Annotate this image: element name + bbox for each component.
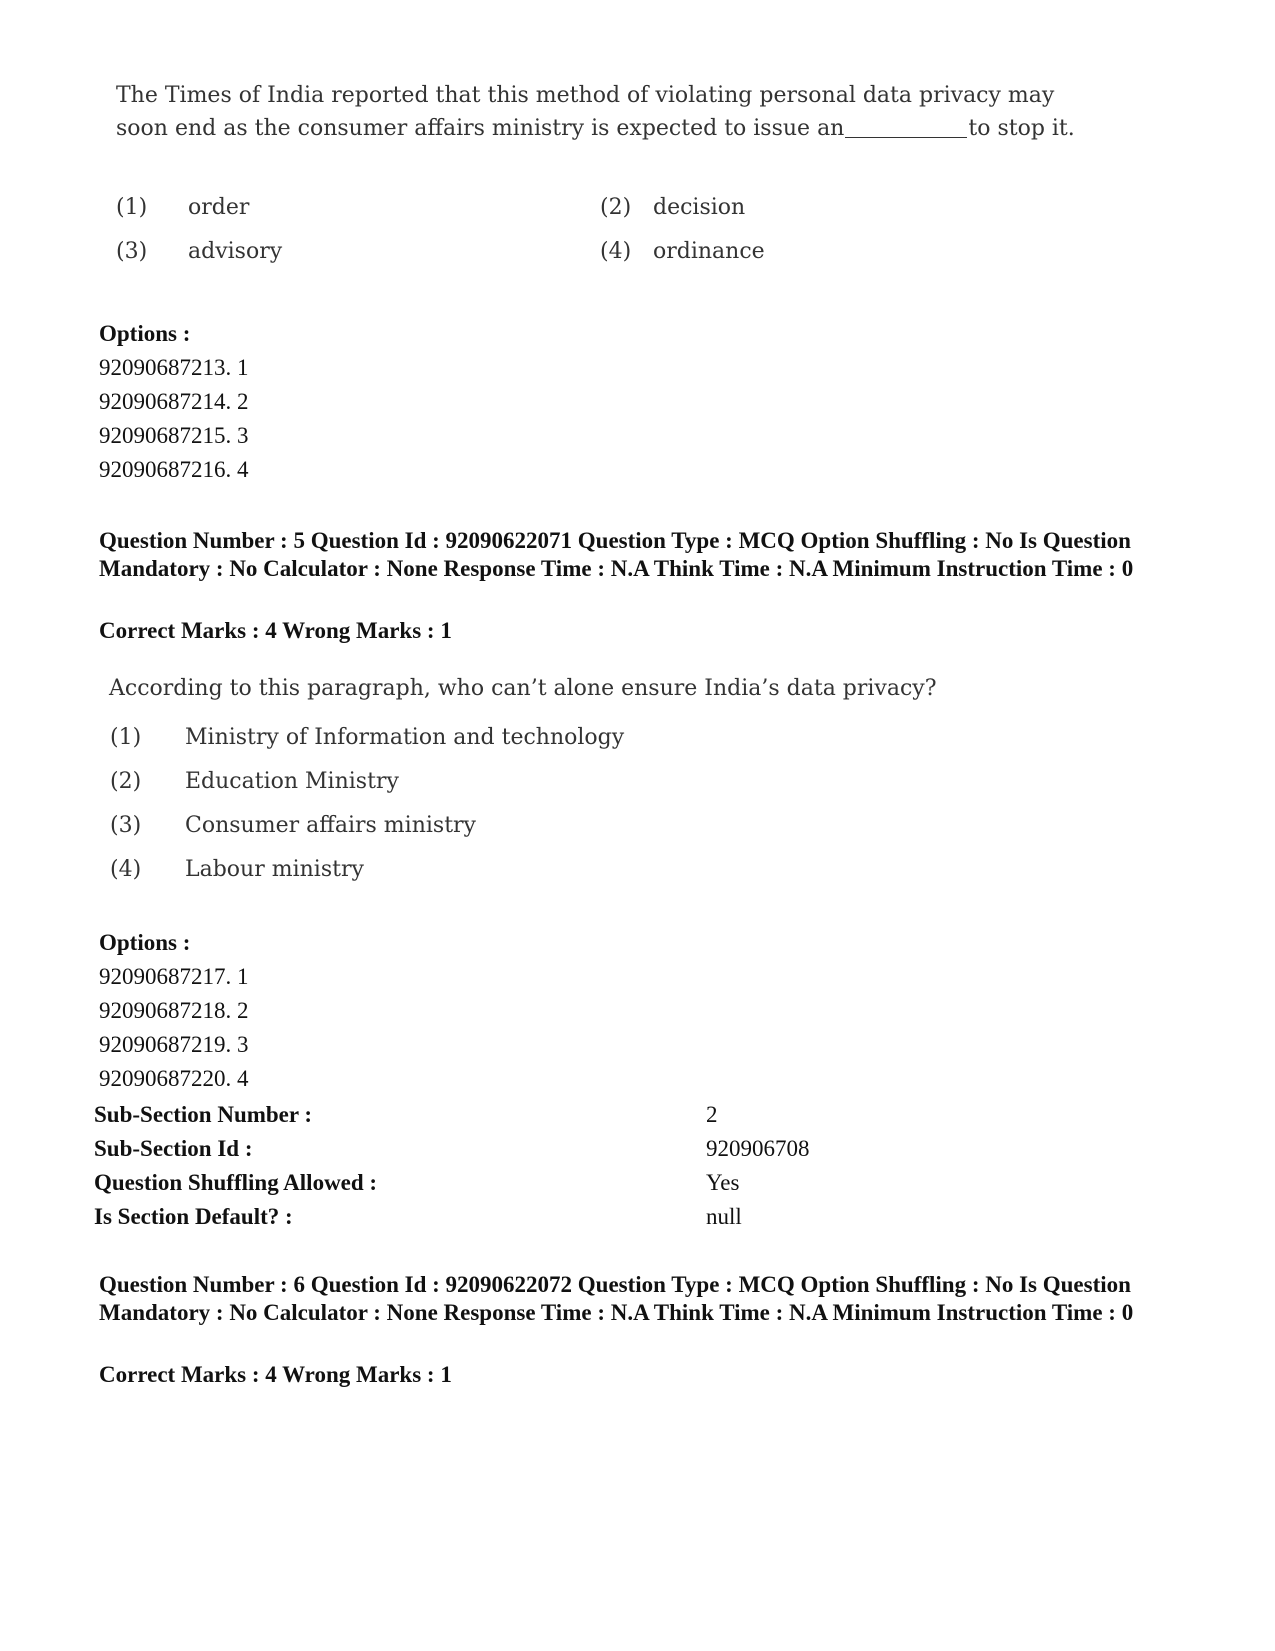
choice-number: (4)	[110, 857, 142, 882]
question-meta: Question Number : 5 Question Id : 92090622071 Question Type : MCQ Option Shuffling : No Is Question Mandatory : No Calculator : None Response Time : N.A Think Time : N.A Minimum Instruction Time : 0	[99, 528, 1134, 581]
choice-text: advisory	[188, 239, 283, 264]
choice-number: (2)	[600, 195, 632, 220]
subsection-number-label: Sub-Section Number :	[94, 1102, 313, 1127]
choice-text: order	[188, 195, 250, 220]
options-list	[99, 317, 249, 487]
options-label: Options :	[99, 321, 191, 346]
option-row: 92090687219. 3	[99, 1032, 249, 1057]
option-row: 92090687217. 1	[99, 964, 249, 989]
choice-number: (3)	[116, 239, 148, 264]
section-default-value: null	[706, 1204, 742, 1229]
options-list	[99, 926, 249, 1096]
option-row: 92090687215. 3	[99, 423, 249, 448]
question-stem-part2: to stop it.	[968, 116, 1075, 141]
choice-number: (4)	[600, 239, 632, 264]
question-marks: Correct Marks : 4 Wrong Marks : 1	[99, 1362, 452, 1387]
choice-text: Ministry of Information and technology	[185, 725, 625, 750]
question-marks: Correct Marks : 4 Wrong Marks : 1	[99, 618, 452, 643]
option-row: 92090687214. 2	[99, 389, 249, 414]
choice-2	[110, 768, 399, 796]
choice-text: ordinance	[653, 239, 765, 264]
choice-text: Consumer affairs ministry	[185, 813, 476, 838]
subsection-id-value: 920906708	[706, 1136, 810, 1161]
option-row: 92090687216. 4	[99, 457, 249, 482]
choice-text: Education Ministry	[185, 769, 399, 794]
fill-in-blank	[845, 115, 967, 138]
option-row: 92090687220. 4	[99, 1066, 249, 1091]
subsection-id-label: Sub-Section Id :	[94, 1136, 253, 1161]
choice-number: (2)	[110, 769, 142, 794]
choice-text: decision	[653, 195, 746, 220]
option-row: 92090687218. 2	[99, 998, 249, 1023]
choice-text: Labour ministry	[185, 857, 364, 882]
options-label: Options :	[99, 930, 191, 955]
choice-4	[110, 856, 364, 884]
question-stem	[116, 79, 1096, 145]
question-meta: Question Number : 6 Question Id : 92090622072 Question Type : MCQ Option Shuffling : No Is Question Mandatory : No Calculator : None Response Time : N.A Think Time : N.A Minimum Instruction Time : 0	[99, 1272, 1134, 1325]
option-row: 92090687213. 1	[99, 355, 249, 380]
choice-3	[116, 238, 282, 266]
choice-number: (3)	[110, 813, 142, 838]
choice-2	[600, 194, 745, 222]
question-shuffling-label: Question Shuffling Allowed :	[94, 1170, 378, 1195]
choice-1	[110, 724, 624, 752]
choice-1	[116, 194, 249, 222]
choice-4	[600, 238, 765, 266]
subsection-number-value: 2	[706, 1102, 718, 1127]
choice-number: (1)	[110, 725, 142, 750]
question-shuffling-value: Yes	[706, 1170, 740, 1195]
question-stem: According to this paragraph, who can’t alone ensure India’s data privacy?	[109, 676, 937, 701]
choice-3	[110, 812, 476, 840]
question-stem-part1: The Times of India reported that this method of violating personal data privacy may soon end as the consumer affairs ministry is expected to issue an	[116, 83, 1055, 141]
section-default-label: Is Section Default? :	[94, 1204, 293, 1229]
choice-number: (1)	[116, 195, 148, 220]
